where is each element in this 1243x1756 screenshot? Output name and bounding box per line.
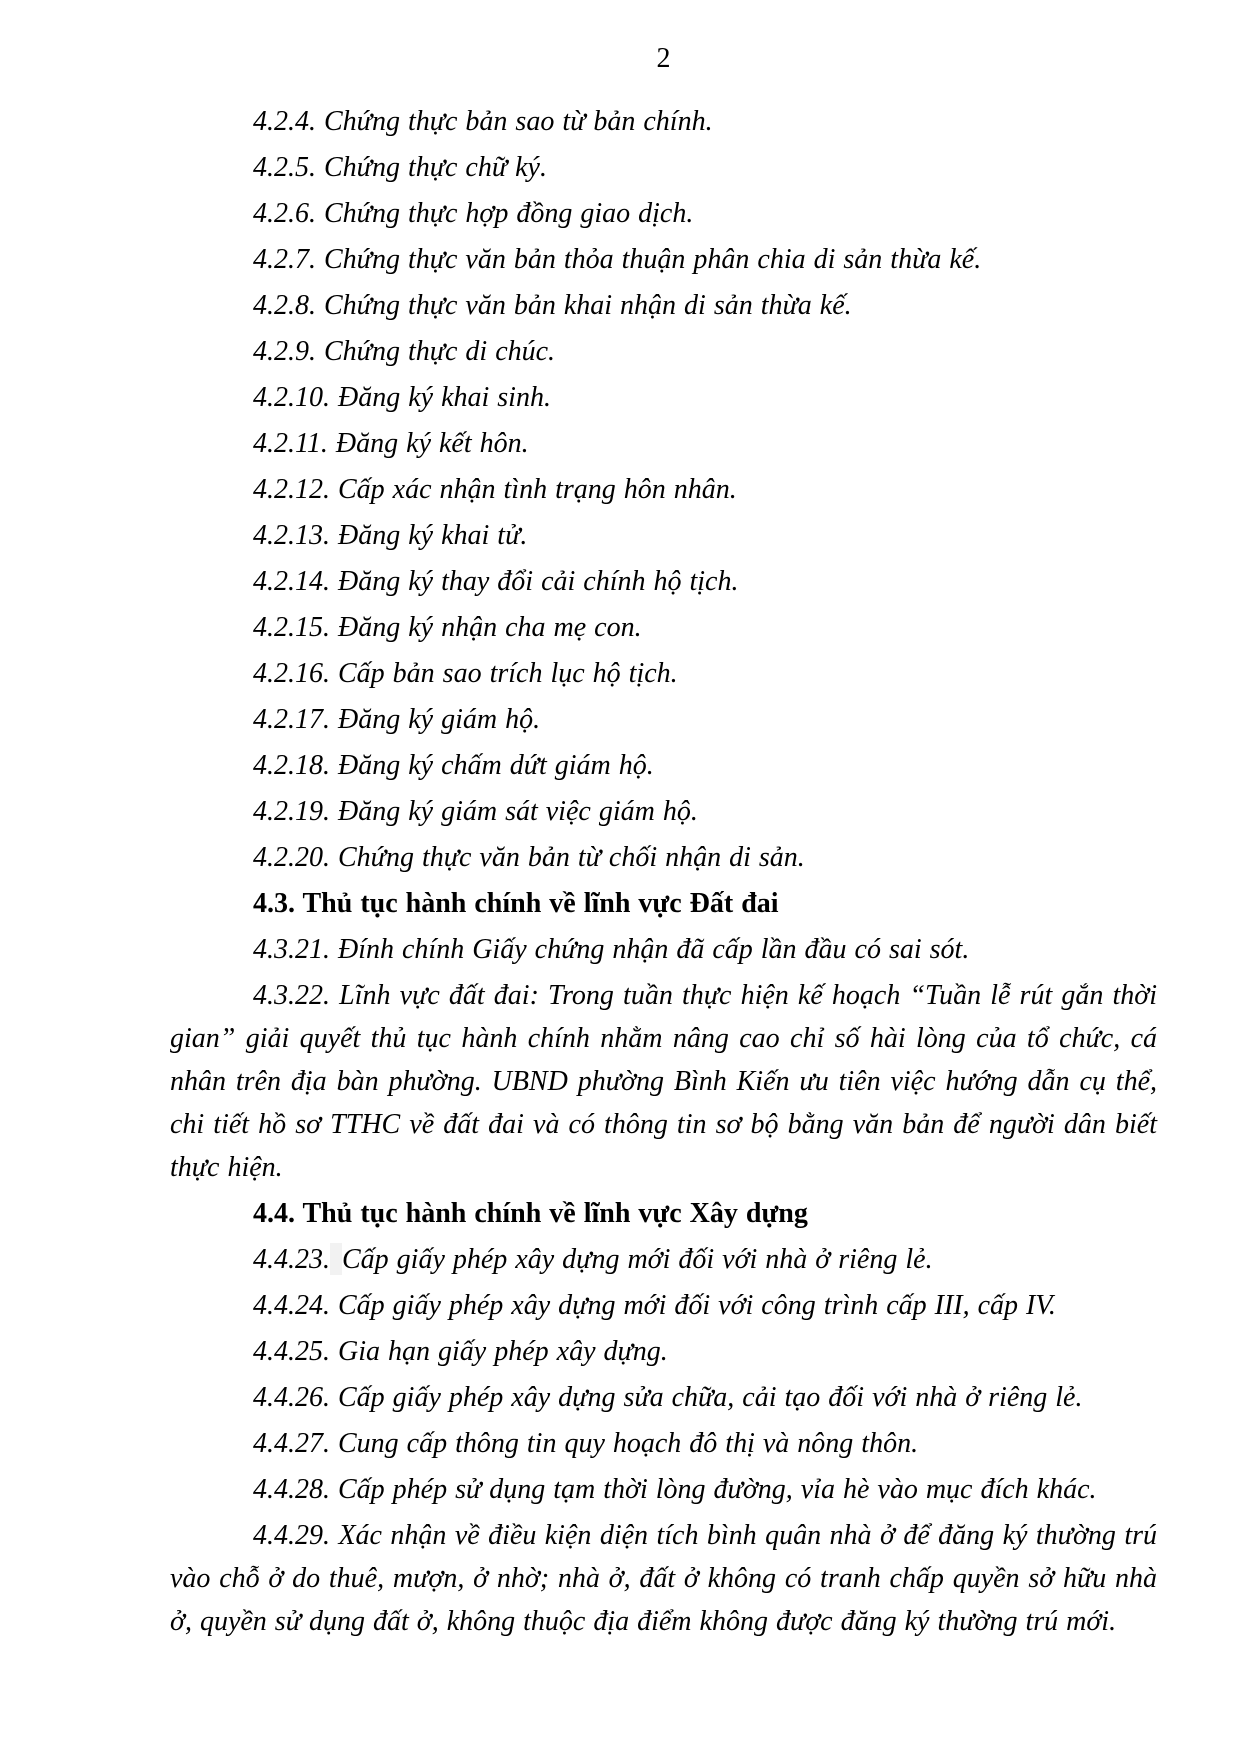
list-item [170, 836, 1157, 879]
paragraph-text: Đăng ký khai sinh. [338, 382, 551, 413]
list-item [170, 1422, 1157, 1465]
list-item [170, 1376, 1157, 1419]
paragraph-number: 4.2.15. [253, 612, 330, 643]
paragraph-number: 4.2.18. [253, 750, 330, 781]
list-item [170, 790, 1157, 833]
paragraph-text: Đăng ký kết hôn. [335, 428, 529, 459]
paragraph-number: 4.2.11. [253, 428, 328, 459]
paragraph-text: Đính chính Giấy chứng nhận đã cấp lần đầu có sai sót. [338, 934, 970, 965]
list-item [170, 1468, 1157, 1511]
paragraph-number: 4.2.13. [253, 520, 330, 551]
paragraph-number: 4.2.12. [253, 474, 330, 505]
list-item [170, 514, 1157, 557]
list-item [170, 1330, 1157, 1373]
paragraph-text: Đăng ký giám hộ. [338, 704, 541, 735]
section-heading [170, 1192, 1157, 1235]
paragraph-text: Thủ tục hành chính về lĩnh vực Xây dựng [302, 1198, 808, 1229]
list-item [170, 284, 1157, 327]
paragraph-text: Xác nhận về điều kiện diện tích bình quân nhà ở để đăng ký thường trú vào chỗ ở do thuê, mượn, ở nhờ; nhà ở, đất ở không có tranh chấp quyền sở hữu nhà ở, quyền sử dụng đất ở, không thuộc địa điểm không được đăng ký thường trú mới. [170, 1520, 1157, 1637]
paragraph-text: Đăng ký chấm dứt giám hộ. [338, 750, 654, 781]
list-item [170, 146, 1157, 189]
paragraph-number: 4.3. [253, 888, 295, 919]
paragraph-text: Chứng thực văn bản khai nhận di sản thừa kế. [324, 290, 852, 321]
paragraph-number: 4.2.4. [253, 106, 316, 137]
paragraph-number: 4.3.21. [253, 934, 330, 965]
paragraph-text: Cấp xác nhận tình trạng hôn nhân. [338, 474, 737, 505]
paragraph-text: Đăng ký thay đổi cải chính hộ tịch. [338, 566, 739, 597]
list-item [170, 330, 1157, 373]
paragraph-text: Cấp bản sao trích lục hộ tịch. [338, 658, 678, 689]
paragraph-text: Đăng ký nhận cha mẹ con. [338, 612, 642, 643]
list-item [170, 744, 1157, 787]
paragraph-text: Chứng thực hợp đồng giao dịch. [324, 198, 694, 229]
paragraph-number: 4.2.10. [253, 382, 330, 413]
body-paragraph [170, 1514, 1157, 1643]
list-item [170, 238, 1157, 281]
paragraph-text: Gia hạn giấy phép xây dựng. [338, 1336, 668, 1367]
paragraph-text: Cấp giấy phép xây dựng mới đối với nhà ở riêng lẻ. [342, 1244, 933, 1275]
paragraph-number: 4.2.19. [253, 796, 330, 827]
paragraph-number: 4.4.28. [253, 1474, 330, 1505]
paragraph-number: 4.2.14. [253, 566, 330, 597]
paragraph-number: 4.4. [253, 1198, 295, 1229]
paragraph-text: Chứng thực văn bản thỏa thuận phân chia di sản thừa kế. [324, 244, 982, 275]
paragraph-text: Chứng thực chữ ký. [324, 152, 547, 183]
page-number: 2 [656, 43, 671, 74]
body-paragraph [170, 974, 1157, 1189]
paragraph-text: Cấp phép sử dụng tạm thời lòng đường, vỉa hè vào mục đích khác. [338, 1474, 1097, 1505]
paragraph-number: 4.4.26. [253, 1382, 330, 1413]
list-item [170, 100, 1157, 143]
paragraph-number: 4.4.27. [253, 1428, 330, 1459]
paragraph-text: Cấp giấy phép xây dựng sửa chữa, cải tạo đối với nhà ở riêng lẻ. [338, 1382, 1083, 1413]
list-item [170, 468, 1157, 511]
section-heading [170, 882, 1157, 925]
list-item [170, 1238, 1157, 1281]
paragraph-text: Chứng thực văn bản từ chối nhận di sản. [338, 842, 805, 873]
list-item [170, 376, 1157, 419]
paragraph-number: 4.2.16. [253, 658, 330, 689]
paragraph-number: 4.2.9. [253, 336, 316, 367]
paragraph-text: Đăng ký khai tử. [338, 520, 528, 551]
list-item [170, 652, 1157, 695]
paragraph-number: 4.2.7. [253, 244, 316, 275]
paragraph-number: 4.4.29. [253, 1520, 330, 1551]
paragraph-number: 4.2.17. [253, 704, 330, 735]
list-item [170, 606, 1157, 649]
paragraph-number: 4.2.8. [253, 290, 316, 321]
paragraph-text: Chứng thực bản sao từ bản chính. [324, 106, 713, 137]
paragraph-number: 4.2.6. [253, 198, 316, 229]
selection-artifact [330, 1243, 342, 1275]
list-item [170, 698, 1157, 741]
paragraph-text: Đăng ký giám sát việc giám hộ. [338, 796, 698, 827]
paragraph-text: Cung cấp thông tin quy hoạch đô thị và nông thôn. [338, 1428, 919, 1459]
paragraph-number: 4.3.22. [253, 980, 330, 1011]
paragraph-text: Cấp giấy phép xây dựng mới đối với công trình cấp III, cấp IV. [338, 1290, 1056, 1321]
paragraph-number: 4.2.5. [253, 152, 316, 183]
paragraph-text: Lĩnh vực đất đai: Trong tuần thực hiện kế hoạch “Tuần lễ rút gắn thời gian” giải quyết thủ tục hành chính nhằm nâng cao chỉ số hài lòng của tổ chức, cá nhân trên địa bàn phường. UBND phường Bình Kiến ưu tiên việc hướng dẫn cụ thể, chi tiết hồ sơ TTHC về đất đai và có thông tin sơ bộ bằng văn bản để người dân biết thực hiện. [170, 980, 1158, 1183]
list-item [170, 928, 1157, 971]
list-item [170, 192, 1157, 235]
paragraph-number: 4.2.20. [253, 842, 330, 873]
paragraph-text: Thủ tục hành chính về lĩnh vực Đất đai [302, 888, 779, 919]
list-item [170, 1284, 1157, 1327]
list-item [170, 560, 1157, 603]
list-item [170, 422, 1157, 465]
paragraph-number: 4.4.24. [253, 1290, 330, 1321]
paragraph-text: Chứng thực di chúc. [324, 336, 556, 367]
paragraph-number: 4.4.25. [253, 1336, 330, 1367]
paragraph-number: 4.4.23. [253, 1244, 330, 1275]
paragraph-list [170, 100, 1157, 1643]
